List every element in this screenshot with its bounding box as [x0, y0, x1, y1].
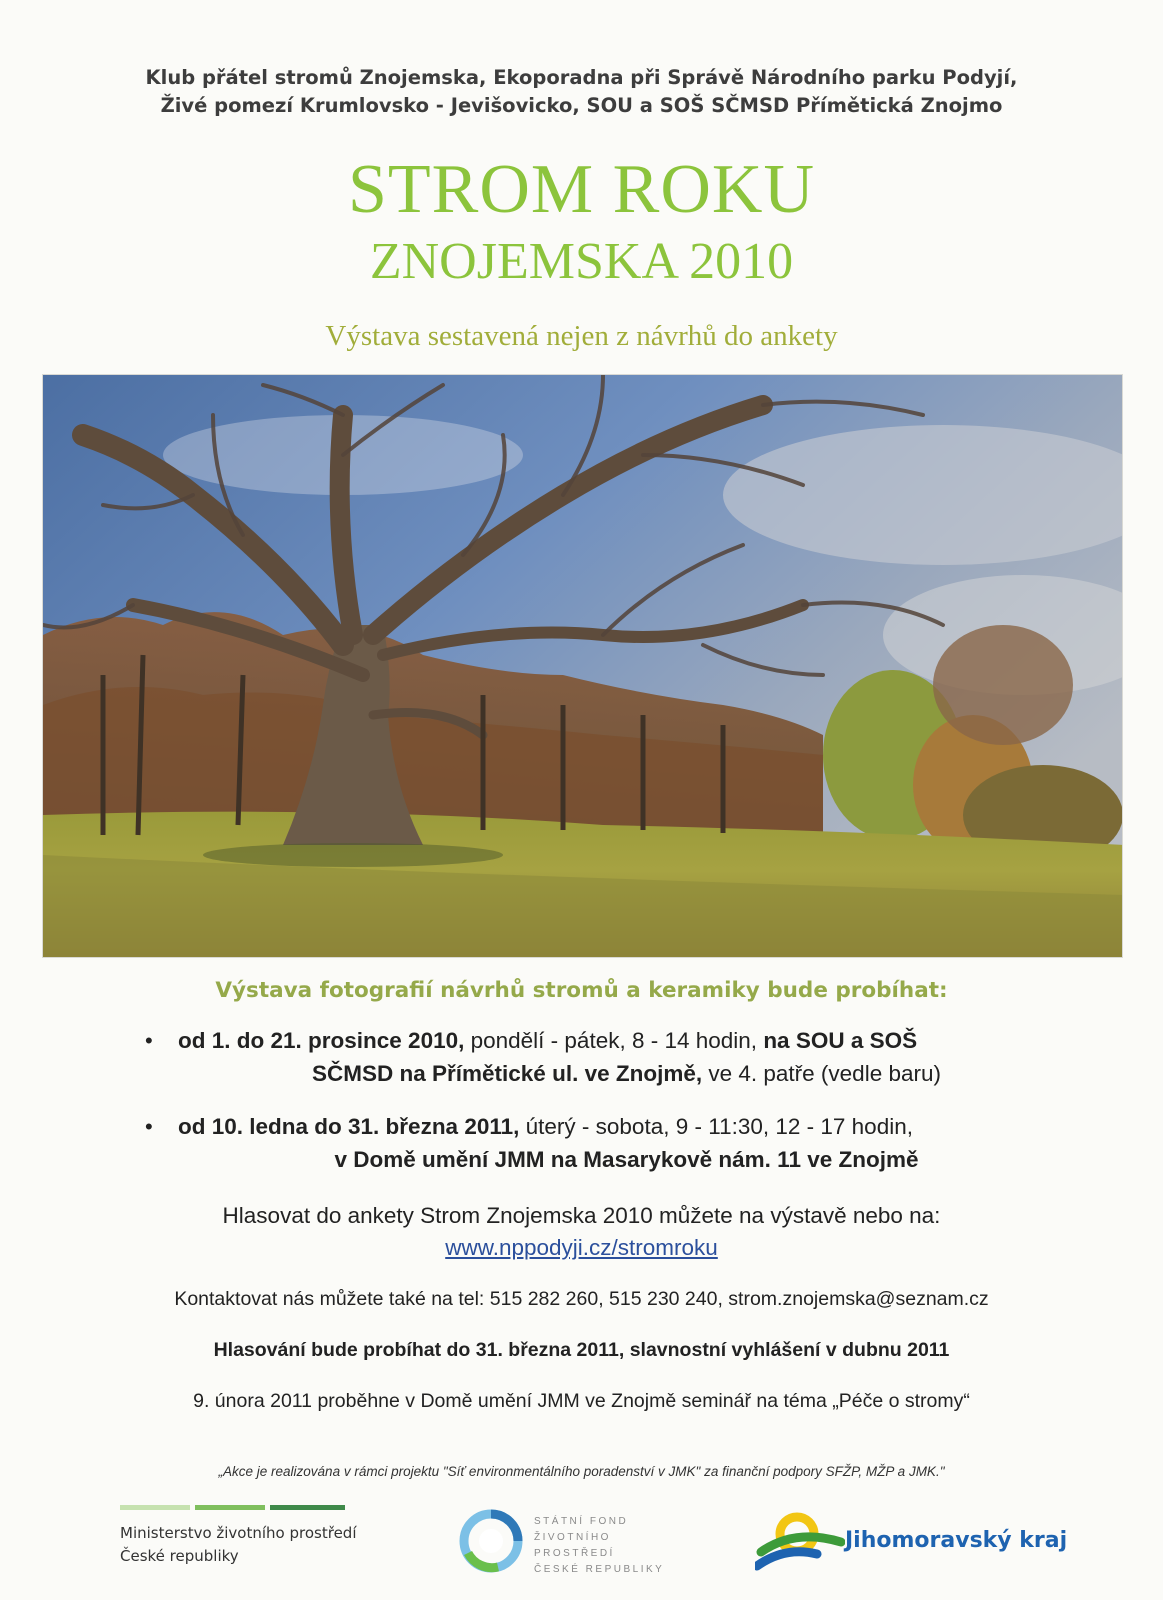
- schedule-hours: pondělí - pátek, 8 - 14 hodin,: [464, 1028, 764, 1053]
- poster-title-sub: ZNOJEMSKA 2010: [369, 233, 794, 290]
- vote-info: [0, 1200, 1163, 1264]
- schedule-date: od 10. ledna do 31. března 2011,: [178, 1114, 520, 1139]
- ministry-logo-bars: [120, 1505, 370, 1510]
- jmk-logo: [755, 1508, 1085, 1574]
- project-footnote: „Akce je realizována v rámci projektu "Síť environmentálního poradenství v JMK" za finanční podpory SFŽP, MŽP a JMK.": [218, 1464, 945, 1479]
- schedule-hours: úterý - sobota, 9 - 11:30, 12 - 17 hodin,: [519, 1114, 913, 1139]
- organizers-line-1: Klub přátel stromů Znojemska, Ekoporadna při Správě Národního parku Podyjí,: [145, 66, 1018, 89]
- jmk-name: Jihomoravský kraj: [845, 1528, 1068, 1553]
- ministry-logo: [120, 1505, 370, 1568]
- ministry-name-line-2: České republiky: [120, 1547, 239, 1565]
- bullet-icon: •: [145, 1028, 153, 1053]
- organizers-header: [60, 64, 1103, 120]
- sfzp-logo: [458, 1508, 688, 1574]
- schedule-venue-line: [178, 1057, 1075, 1090]
- exhibition-heading: Výstava fotografií návrhů stromů a keramiky bude probíhat:: [215, 978, 948, 1003]
- schedule-floor: ve 4. patře (vedle baru): [702, 1061, 941, 1086]
- exhibition-schedule: [145, 1024, 1075, 1196]
- vote-link[interactable]: www.nppodyji.cz/stromroku: [445, 1235, 718, 1260]
- contact-info: Kontaktovat nás můžete také na tel: 515 282 260, 515 230 240, strom.znojemska@seznam.cz: [174, 1288, 989, 1310]
- jmk-emblem-icon: [755, 1508, 845, 1574]
- schedule-venue: na SOU a SOŠ: [763, 1028, 918, 1053]
- organizers-line-2: Živé pomezí Krumlovsko - Jevišovicko, SOU a SOŠ SČMSD Přímětická Znojmo: [160, 94, 1003, 117]
- poster-subtitle: Výstava sestavená nejen z návrhů do ankety: [325, 320, 838, 352]
- schedule-date: od 1. do 21. prosince 2010,: [178, 1028, 465, 1053]
- sfzp-emblem-icon: [458, 1508, 524, 1574]
- sfzp-name-line-3: ČESKÉ REPUBLIKY: [534, 1564, 665, 1575]
- vote-text: Hlasovat do ankety Strom Znojemska 2010 můžete na výstavě nebo na:: [222, 1203, 941, 1228]
- poster-title: STROM ROKU: [347, 151, 816, 228]
- schedule-item: [145, 1110, 1075, 1176]
- bullet-icon: •: [145, 1114, 153, 1139]
- voting-end-notice: Hlasování bude probíhat do 31. března 2011, slavnostní vyhlášení v dubnu 2011: [213, 1339, 950, 1361]
- sfzp-name-line-1: STÁTNÍ FOND: [534, 1516, 629, 1527]
- ministry-name-line-1: Ministerstvo životního prostředí: [120, 1524, 357, 1542]
- tree-photo: [42, 374, 1123, 958]
- tree-photo-illustration: [43, 375, 1123, 958]
- sfzp-name-line-2: ŽIVOTNÍHO PROSTŘEDÍ: [534, 1532, 615, 1559]
- schedule-item: [145, 1024, 1075, 1090]
- schedule-venue-detail: SČMSD na Přímětické ul. ve Znojmě,: [311, 1061, 703, 1086]
- schedule-venue-line: v Domě umění JMM na Masarykově nám. 11 ve Znojmě: [334, 1147, 919, 1172]
- seminar-notice: 9. února 2011 proběhne v Domě umění JMM ve Znojmě seminář na téma „Péče o stromy“: [193, 1390, 970, 1412]
